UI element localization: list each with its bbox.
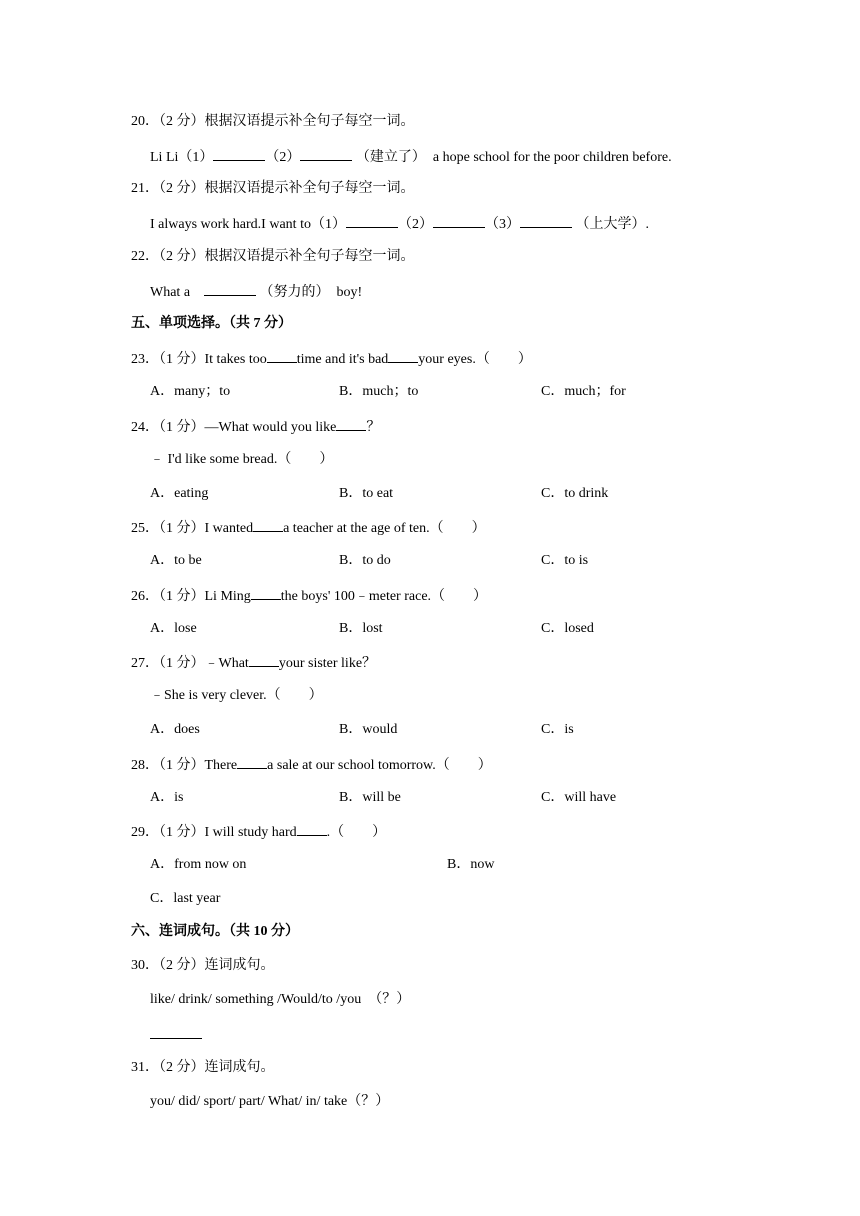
q23-blank-2 (388, 349, 418, 363)
q27-line2: ﹣She is very clever.（ ） (150, 688, 323, 703)
q27-option-b[interactable]: B．would (339, 722, 398, 737)
q23-blank-1 (267, 349, 297, 363)
q30-answer-line[interactable] (150, 1025, 202, 1045)
q28-option-c[interactable]: C．will have (541, 790, 617, 805)
q31-heading: 31．（2 分）连词成句。 (131, 1060, 275, 1075)
q29-post: .（ ） (326, 825, 387, 840)
q24-line2: ﹣ I'd like some bread.（ ） (150, 452, 334, 467)
q21-blank-1 (346, 214, 398, 228)
q29-blank (297, 822, 327, 836)
q21-sentence (150, 214, 649, 234)
q27-option-a[interactable]: A．does (150, 722, 200, 737)
q26-blank (251, 586, 281, 600)
q20-blank-1 (213, 147, 265, 161)
q26-post: the boys' 100﹣meter race.（ ） (280, 589, 488, 604)
q20-pre: Li Li（1） (150, 150, 214, 165)
section-5-title: 五、单项选择。（共 7 分） (131, 316, 292, 331)
q27-blank (249, 653, 279, 667)
q25-question (131, 518, 486, 538)
q30-blank[interactable] (150, 1025, 202, 1039)
q29-option-a[interactable]: A．from now on (150, 857, 247, 872)
q20-post: a hope school for the poor children before. (432, 150, 672, 165)
q21-blank-2 (433, 214, 485, 228)
q28-pre: 28．（1 分）There (131, 758, 238, 773)
q30-words: like/ drink/ something /Would/to /you （？） (150, 992, 411, 1007)
q21-mid2: （3） (484, 217, 520, 232)
q25-option-a[interactable]: A．to be (150, 553, 202, 568)
q30-heading: 30．（2 分）连词成句。 (131, 958, 275, 973)
q24-pre: 24．（1 分）—What would you like (131, 420, 337, 435)
q26-question (131, 586, 487, 606)
q25-blank (253, 518, 283, 532)
q25-option-b[interactable]: B．to do (339, 553, 391, 568)
q28-option-a[interactable]: A．is (150, 790, 184, 805)
q23-option-b[interactable]: B．much；to (339, 384, 419, 399)
q21-mid1: （2） (397, 217, 433, 232)
q25-pre: 25．（1 分）I wanted (131, 521, 254, 536)
q20-mid: （2） (265, 150, 301, 165)
q28-post: a sale at our school tomorrow.（ ） (267, 758, 492, 773)
q21-blank-3 (520, 214, 572, 228)
q28-question (131, 755, 492, 775)
q24-option-b[interactable]: B．to eat (339, 486, 394, 501)
q27-question (131, 653, 376, 673)
q21-pre: I always work hard.I want to（1） (150, 217, 346, 232)
q29-option-c[interactable]: C．last year (150, 891, 221, 906)
q21-heading: 21．（2 分）根据汉语提示补全句子每空一词。 (131, 181, 415, 196)
q26-pre: 26．（1 分）Li Ming (131, 589, 251, 604)
q23-option-a[interactable]: A．many；to (150, 384, 231, 399)
q29-option-b[interactable]: B．now (447, 857, 495, 872)
q25-post: a teacher at the age of ten.（ ） (283, 521, 486, 536)
q24-option-a[interactable]: A．eating (150, 486, 209, 501)
q27-option-c[interactable]: C．is (541, 722, 574, 737)
q22-blank (204, 282, 256, 296)
section-6-title: 六、连词成句。（共 10 分） (131, 924, 299, 939)
q23-mid: time and it's bad (296, 352, 389, 367)
q21-post: （上大学）. (571, 217, 649, 232)
q24-post: ？ (366, 420, 381, 435)
q31-words: you/ did/ sport/ part/ What/ in/ take（？） (150, 1094, 390, 1109)
q22-sentence (150, 282, 362, 302)
q23-question (131, 349, 532, 369)
q28-blank (237, 755, 267, 769)
q20-heading: 20．（2 分）根据汉语提示补全句子每空一词。 (131, 114, 415, 129)
q29-question (131, 822, 386, 842)
q22-heading: 22．（2 分）根据汉语提示补全句子每空一词。 (131, 249, 415, 264)
q24-option-c[interactable]: C．to drink (541, 486, 609, 501)
q25-option-c[interactable]: C．to is (541, 553, 589, 568)
q23-post: your eyes.（ ） (418, 352, 532, 367)
q22-pre: What a (150, 285, 205, 300)
q22-post: （努力的） boy! (256, 285, 363, 300)
q26-option-c[interactable]: C．losed (541, 621, 594, 636)
q27-post: your sister like？ (278, 656, 377, 671)
q20-hint: （建立了） (352, 150, 433, 165)
q23-option-c[interactable]: C．much；for (541, 384, 626, 399)
q20-blank-2 (300, 147, 352, 161)
q29-pre: 29．（1 分）I will study hard (131, 825, 297, 840)
q26-option-b[interactable]: B．lost (339, 621, 383, 636)
q27-pre: 27．（1 分）﹣What (131, 656, 249, 671)
q24-question (131, 417, 380, 437)
q28-option-b[interactable]: B．will be (339, 790, 401, 805)
q26-option-a[interactable]: A．lose (150, 621, 197, 636)
q23-pre: 23．（1 分）It takes too (131, 352, 267, 367)
q24-blank (336, 417, 366, 431)
q20-sentence (150, 147, 672, 167)
